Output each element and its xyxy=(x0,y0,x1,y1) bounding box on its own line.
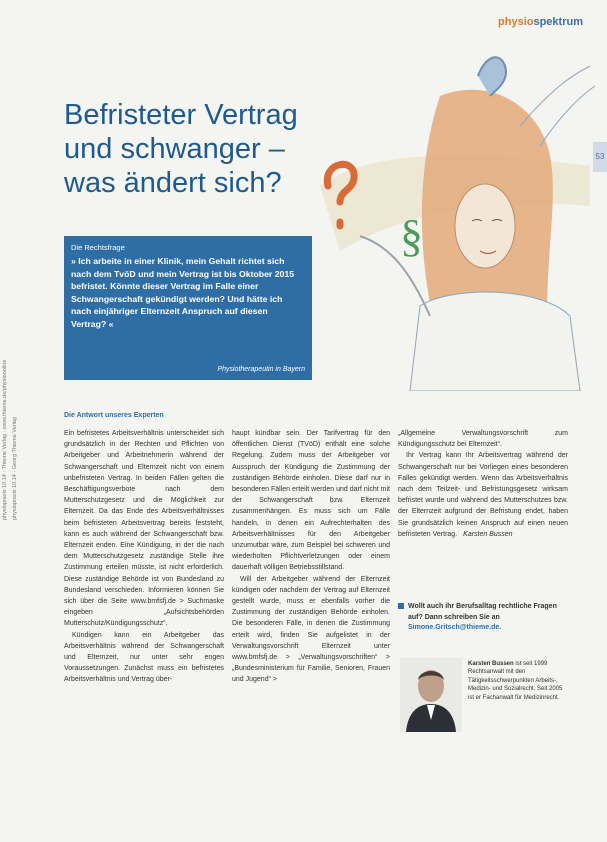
paragraph: Kündigen kann ein Arbeitgeber das Arbeitsverhältnis während der Schwangerschaft und Elternzeit, nur unter sehr engen Voraussetzungen. Zunächst muss ein befristetes Arbeitsverhältnis und Vertrag über- xyxy=(64,631,224,684)
question-label: Die Rechtsfrage xyxy=(71,243,125,252)
article-headline: Befristeter Vertrag und schwanger – was ändert sich? xyxy=(64,99,298,199)
cta-email-link[interactable]: Simone.Gritsch@thieme.de. xyxy=(408,624,502,631)
question-text: » Ich arbeite in einer Klinik, mein Gehalt richtet sich nach dem TvöD und mein Vertrag ist bis Oktober 2015 befristet. Könnte dieser Vertrag im Falle einer Schwangerschaft gekündigt werden? Und hätte ich nach einjähriger Elternzeit Anspruch auf diesen Vertrag? « xyxy=(71,256,295,329)
author-bio xyxy=(468,660,568,702)
author-photo xyxy=(400,658,462,732)
reader-call-to-action xyxy=(398,602,568,634)
paragraph: haupt kündbar sein. Der Tarifvertrag für den öffentlichen Dienst (TVöD) enthält eine solche Regelung. Zudem muss der Arbeitgeber vor Ausspruch der Kündigung die Zustimmung der zuständigen Behörde einholen. Diese darf nur in besonderen Fällen erteilt werden und darf nicht mit der Schwangerschaft bzw. Elternzeit zusammenhängen. Es muss sich um Fälle handeln, in denen ein Aufrechterhalten des Arbeitsverhältnisses für den Arbeitgeber unzumutbar wäre, zum Beispiel bei schweren und wiederholten Pflichtverletzungen oder einem dauerhaft völligen Betriebsstillstand. xyxy=(232,430,390,572)
answer-column-3 xyxy=(398,428,568,540)
author-name: Karsten Bussen xyxy=(468,661,514,667)
answer-column-2 xyxy=(232,428,390,686)
svg-text:§: § xyxy=(400,210,423,261)
cta-text: Wollt auch ihr Berufsalltag rechtliche Fragen auf? Dann schreiben Sie an xyxy=(408,603,557,621)
brand-part-1: physio xyxy=(498,16,534,28)
question-box xyxy=(64,236,312,380)
question-signature: Physiotherapeutin in Bayern xyxy=(217,366,305,373)
magazine-brand xyxy=(498,16,583,28)
illustration xyxy=(300,36,600,391)
paragraph: Ein befristetes Arbeitsverhältnis unterscheidet sich grundsätzlich in der Rechten und Pflichten von Arbeitgeber und Arbeitnehmerin während der Schwangerschaft und Elternzeit nicht von einem unbefristeten Vertrag. In beiden Fällen gelten die Beschäftigungsverbote nach dem Mutterschutzgesetz und die Möglichkeit zur Elternzeit. Da das Ende des Arbeitsverhältnisses beim befristeten Arbeitsvertrag bereits feststeht, kann es auch während der Schwangerschaft bzw. Elternzeit enden. Eine Kündigung, in der die nach dem Mutterschutzgesetz zuständige Stelle ihre Zustimmung erteilen müsste, ist nicht erforderlich. Diese zuständige Behörde ist von Bundesland zu Bundesland verschieden. Informieren können Sie sich über die Seite www.bmfsfj.de > Suchmaske eingeben „Aufsichtsbehörden Mutterschutz/Kündigungsschutz“. xyxy=(64,430,224,628)
author-bio-text: ist seit 1999 Rechtsanwalt mit den Tätigkeitsschwerpunkten Arbeits-, Medizin- und Sozialrecht. Seit 2005 ist er Fachanwalt für Medizinrecht. xyxy=(468,661,563,701)
page-number: 53 xyxy=(593,142,607,172)
side-margin-note: physiopraxis 10.14 · Georg Thieme Verlag xyxy=(12,417,18,520)
brand-part-2: spektrum xyxy=(533,16,583,28)
side-margin-note: physiopraxis 10.14 · Thieme Verlag · www.thieme.de/physioonline xyxy=(2,359,8,520)
author-signature: Karsten Bussen xyxy=(463,530,513,538)
paragraph xyxy=(398,450,568,540)
square-bullet-icon xyxy=(398,603,404,609)
answer-column-1 xyxy=(64,428,224,686)
paragraph: Will der Arbeitgeber während der Elternzeit kündigen oder nachdem der Vertrag auf Elternzeit gestellt wurde, muss er ebenfalls vorher die Zustimmung der zuständigen Behörde einholen. Die besonderen Fälle, in denen die Zustimmung erteilt wird, finden Sie aufgelistet in der Verwaltungsvorschrift Elternzeit unter www.bmfsfj.de > „Verwaltungsvorschriften“ > „Bundesministerium für Familie, Senioren, Frauen und Jugend“ > xyxy=(232,575,390,684)
paragraph: „Allgemeine Verwaltungsvorschrift zum Kündigungsschutz bei Elternzeit“. xyxy=(398,430,568,449)
answer-heading: Die Antwort unseres Experten xyxy=(64,412,164,419)
paragraph-text: Ihr Vertrag kann Ihr Arbeitsvertrag während der Schwangerschaft nur bei Vorliegen eines besonderen Falles gekündigt werden. Wenn das Arbeitsverhältnis nach dem Teilzeit- und Befristungsgesetz wirksam befristet wurde und während des Mutterschutzes bzw. der Elternzeit aufgrund der Befristung endet, haben Sie grundsätzlich keinen Anspruch auf einen neuen befristeten Vertrag. xyxy=(398,452,568,538)
